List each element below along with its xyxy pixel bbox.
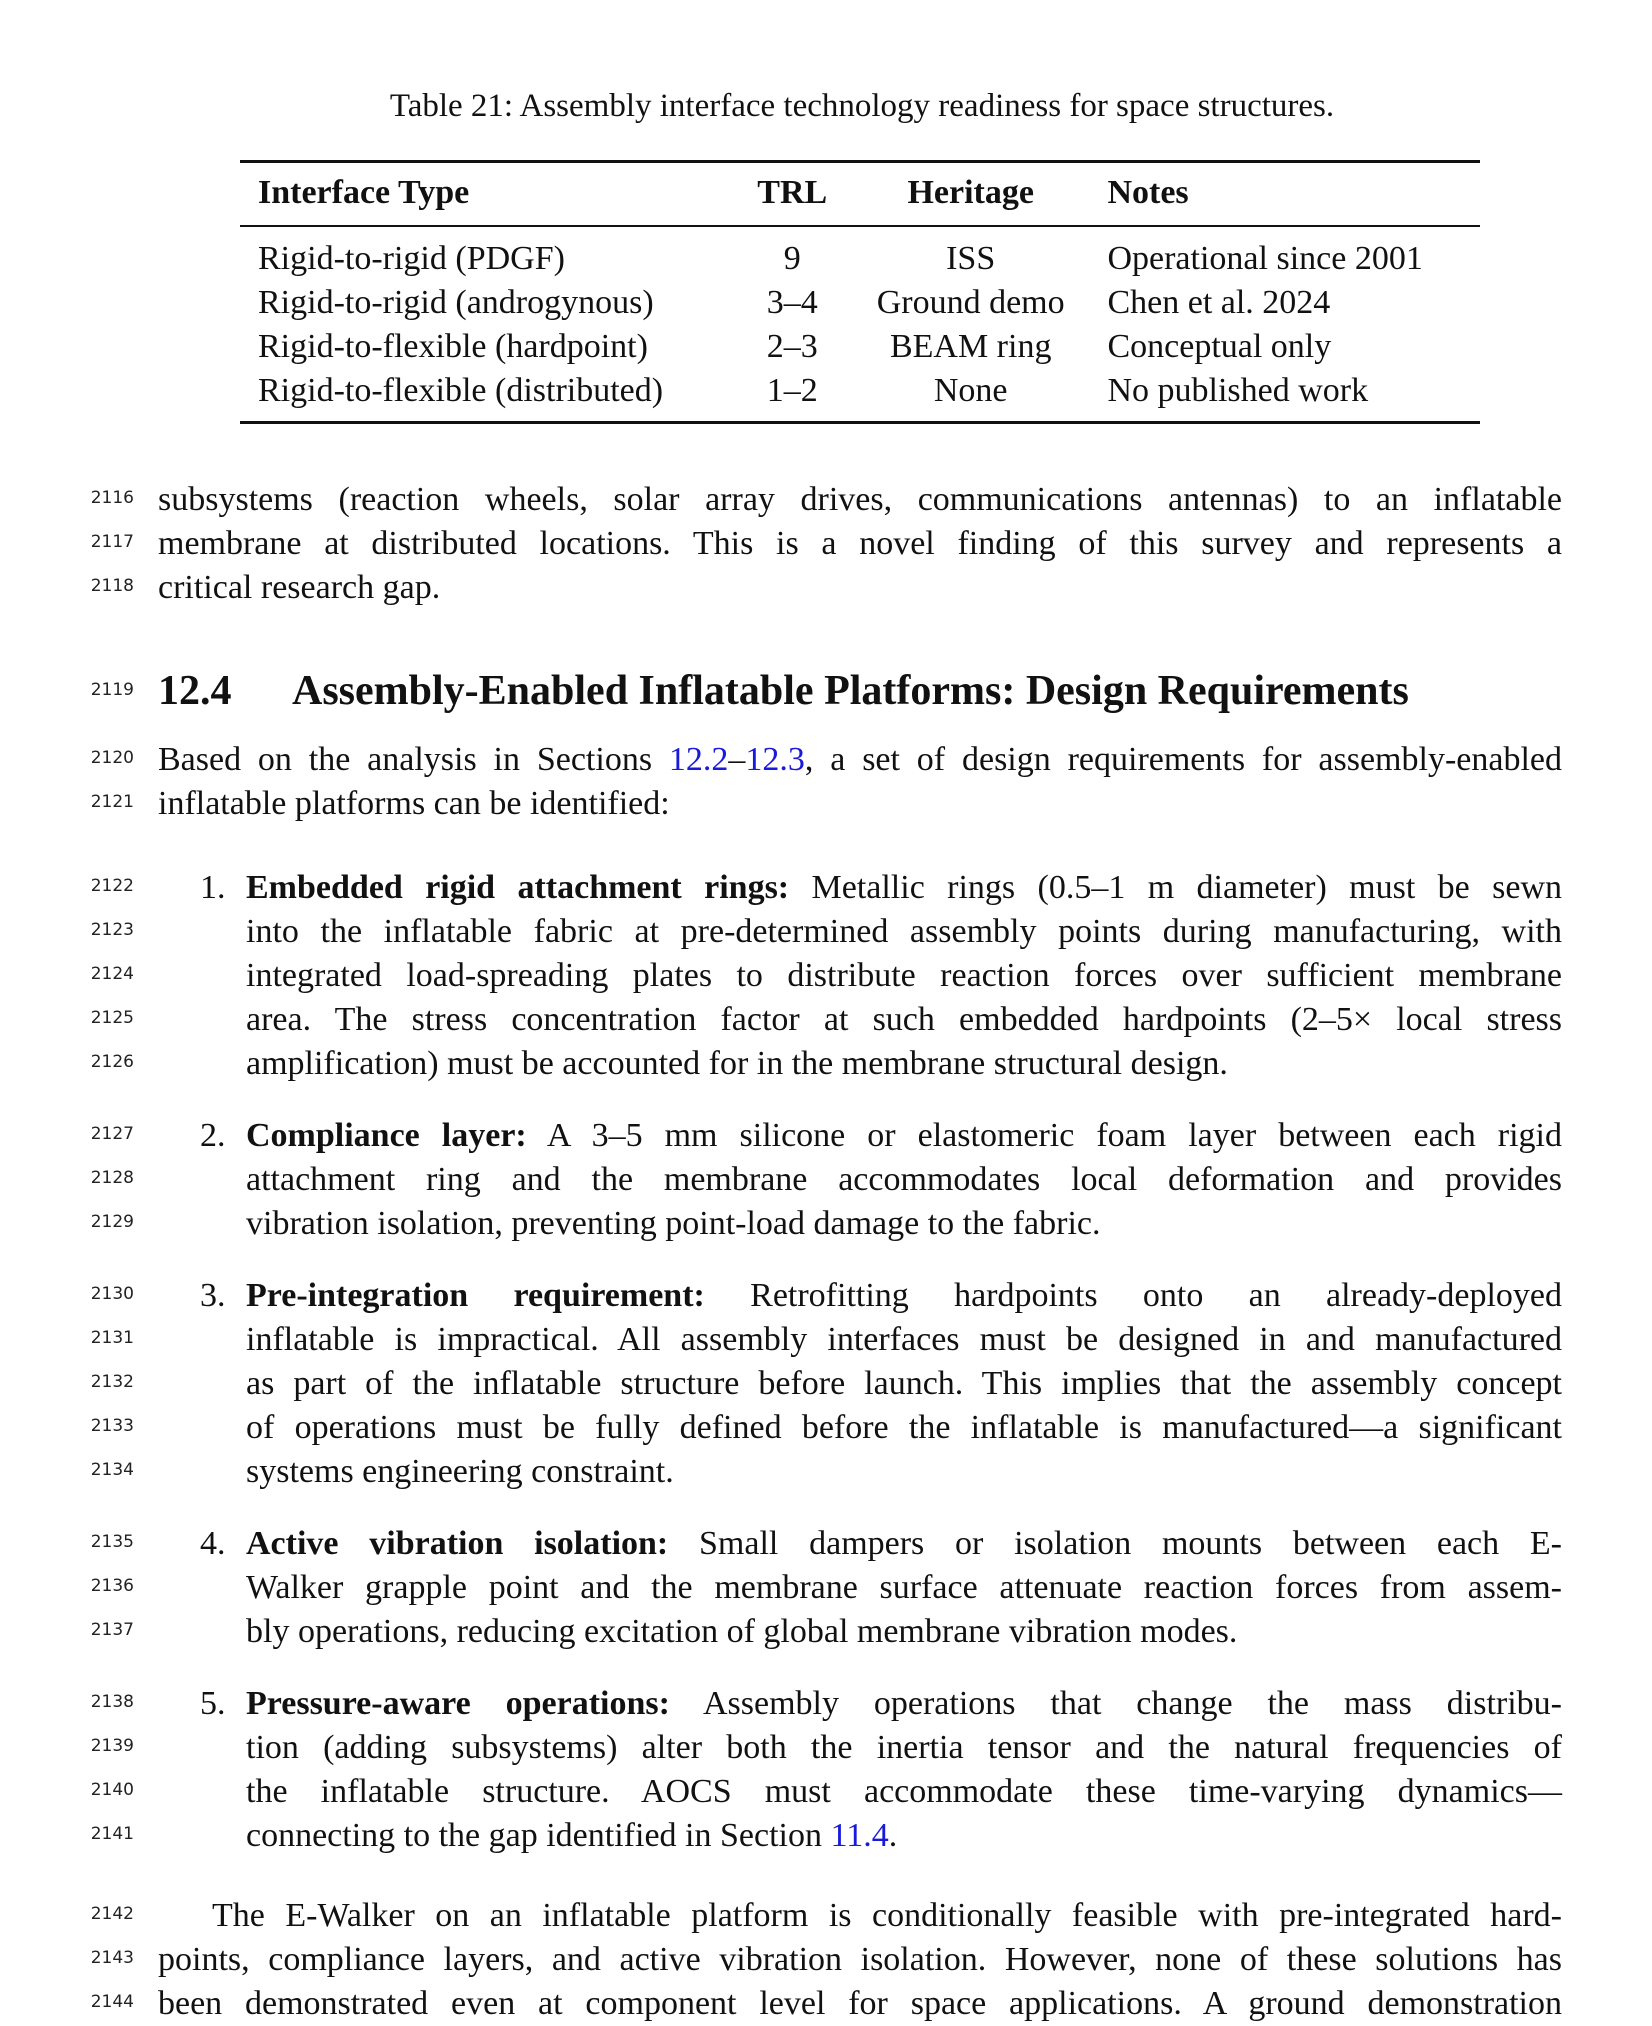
list-item-line: area. The stress concentration factor at such embedded hardpoints (2–5× local stress — [246, 1001, 1562, 1038]
list-item-title: Embedded rigid attachment rings: — [246, 869, 790, 906]
list-item-line — [246, 1682, 1562, 1726]
list-number: 1. — [200, 869, 226, 906]
cell-interface-type: Rigid-to-flexible (distributed) — [240, 369, 733, 423]
line-number: 2134 — [90, 1460, 134, 1480]
line-number: 2130 — [90, 1284, 134, 1304]
header-notes: Notes — [1089, 162, 1480, 227]
list-item-line: tion (adding subsystems) alter both the inertia tensor and the natural frequencies of — [246, 1729, 1562, 1766]
section-link-12-3[interactable]: 12.3 — [745, 741, 805, 778]
section-link-11-4[interactable]: 11.4 — [830, 1817, 889, 1854]
line-number: 2118 — [90, 576, 134, 596]
line-number: 2123 — [90, 920, 134, 940]
list-item-line: inflatable is impractical. All assembly interfaces must be designed in and manufactured — [246, 1321, 1562, 1358]
list-item-line: vibration isolation, preventing point-load damage to the fabric. — [246, 1205, 1101, 1242]
line-number: 2117 — [90, 532, 134, 552]
intro-dash: – — [728, 741, 746, 778]
intro-text: Based on the analysis in Sections — [158, 741, 669, 778]
line-number: 2119 — [90, 680, 134, 700]
cell-heritage: ISS — [946, 240, 996, 277]
line-number: 2131 — [90, 1328, 134, 1348]
cell-notes: Conceptual only — [1107, 328, 1332, 365]
line-number: 2126 — [90, 1052, 134, 1072]
list-item-text: . — [888, 1817, 898, 1854]
list-item-line: into the inflatable fabric at pre-determined assembly points during manufacturing, with — [246, 913, 1562, 950]
section-title: Assembly-Enabled Inflatable Platforms: Design Requirements — [292, 668, 1409, 714]
table-header-row — [240, 162, 1480, 227]
line-number: 2129 — [90, 1212, 134, 1232]
cell-heritage: BEAM ring — [889, 328, 1052, 365]
list-item-text: A 3–5 mm silicone or elastomeric foam layer between each rigid — [526, 1117, 1563, 1154]
header-heritage: Heritage — [844, 162, 1090, 227]
cell-interface-type: Rigid-to-flexible (hardpoint) — [258, 328, 648, 365]
list-item-line: bly operations, reducing excitation of global membrane vibration modes. — [246, 1613, 1238, 1650]
list-item-line — [246, 1274, 1562, 1318]
cell-notes: Chen et al. 2024 — [1107, 284, 1331, 321]
list-item-text: Assembly operations that change the mass distribu- — [669, 1685, 1563, 1722]
list-item-title: Pre-integration requirement: — [246, 1277, 705, 1314]
list-item-title: Pressure-aware operations: — [246, 1685, 670, 1722]
list-item-title: Active vibration isolation: — [246, 1525, 669, 1562]
line-number: 2135 — [90, 1532, 134, 1552]
table-row — [240, 226, 1480, 281]
list-item-line: Walker grapple point and the membrane surface attenuate reaction forces from assem- — [246, 1569, 1562, 1606]
line-number: 2125 — [90, 1008, 134, 1028]
line-number: 2137 — [90, 1620, 134, 1640]
list-item-line: of operations must be fully defined before the inflatable is manufactured—a significant — [246, 1409, 1562, 1446]
list-item-text: connecting to the gap identified in Section — [246, 1817, 831, 1854]
line-number: 2136 — [90, 1576, 134, 1596]
body-line: points, compliance layers, and active vibration isolation. However, none of these solutions has — [158, 1941, 1562, 1978]
list-item-line — [246, 1114, 1562, 1158]
cell-trl: 2–3 — [766, 328, 818, 365]
table-row — [240, 369, 1480, 423]
line-number: 2139 — [90, 1736, 134, 1756]
body-line: subsystems (reaction wheels, solar array drives, communications antennas) to an inflatable — [158, 481, 1562, 518]
list-item-line: amplification) must be accounted for in the membrane structural design. — [246, 1045, 1228, 1082]
cell-heritage: None — [844, 369, 1090, 423]
body-line: been demonstrated even at component level for space applications. A ground demonstration — [158, 1985, 1562, 2022]
line-number: 2124 — [90, 964, 134, 984]
section-link-12-2[interactable]: 12.2 — [668, 741, 729, 778]
section-heading — [158, 666, 1562, 716]
list-item-text: Metallic rings (0.5–1 m diameter) must be sewn — [789, 869, 1563, 906]
line-number: 2116 — [90, 488, 134, 508]
cell-heritage: Ground demo — [876, 284, 1065, 321]
cell-interface-type: Rigid-to-rigid (androgynous) — [258, 284, 654, 321]
list-item-line: the inflatable structure. AOCS must accommodate these time-varying dynamics— — [246, 1773, 1562, 1810]
list-item-line — [246, 1522, 1562, 1566]
trl-table — [240, 160, 1480, 424]
list-item-title: Compliance layer: — [246, 1117, 527, 1154]
body-line: inflatable platforms can be identified: — [158, 785, 670, 822]
body-line: The E-Walker on an inflatable platform is conditionally feasible with pre-integrated hard- — [212, 1897, 1562, 1934]
list-item-line: as part of the inflatable structure before launch. This implies that the assembly concept — [246, 1365, 1562, 1402]
line-number: 2128 — [90, 1168, 134, 1188]
body-line: membrane at distributed locations. This is a novel finding of this survey and represents a — [158, 525, 1562, 562]
line-number: 2143 — [90, 1948, 134, 1968]
cell-trl: 9 — [783, 240, 801, 277]
line-number: 2140 — [90, 1780, 134, 1800]
list-number: 2. — [200, 1117, 226, 1154]
list-item-line: systems engineering constraint. — [246, 1453, 674, 1490]
line-number: 2120 — [90, 748, 134, 768]
body-line — [158, 738, 1562, 782]
cell-notes: No published work — [1089, 369, 1480, 423]
list-item-text: Small dampers or isolation mounts between each E- — [668, 1525, 1562, 1562]
list-number: 5. — [200, 1685, 226, 1722]
header-interface-type: Interface Type — [240, 162, 733, 227]
list-item-text: Retrofitting hardpoints onto an already-deployed — [704, 1277, 1563, 1314]
line-number: 2121 — [90, 792, 134, 812]
line-number: 2142 — [90, 1904, 134, 1924]
line-number: 2122 — [90, 876, 134, 896]
list-number: 3. — [200, 1277, 226, 1314]
cell-trl: 3–4 — [766, 284, 818, 321]
list-number: 4. — [200, 1525, 226, 1562]
list-item-line — [246, 866, 1562, 910]
cell-notes: Operational since 2001 — [1107, 240, 1423, 277]
body-line: critical research gap. — [158, 569, 441, 606]
table-caption: Table 21: Assembly interface technology readiness for space structures. — [389, 88, 1335, 124]
line-number: 2127 — [90, 1124, 134, 1144]
list-item-line: attachment ring and the membrane accommodates local deformation and provides — [246, 1161, 1562, 1198]
line-number: 2133 — [90, 1416, 134, 1436]
cell-trl: 1–2 — [733, 369, 844, 423]
header-trl: TRL — [733, 162, 844, 227]
line-number: 2141 — [90, 1824, 134, 1844]
line-number: 2138 — [90, 1692, 134, 1712]
table-row — [240, 325, 1480, 369]
table-row — [240, 281, 1480, 325]
line-number: 2144 — [90, 1992, 134, 2012]
list-item-line: integrated load-spreading plates to distribute reaction forces over sufficient membrane — [246, 957, 1562, 994]
cell-interface-type: Rigid-to-rigid (PDGF) — [258, 240, 565, 277]
intro-text: , a set of design requirements for assembly-enabled — [804, 741, 1562, 778]
section-number: 12.4 — [158, 668, 232, 714]
line-number: 2132 — [90, 1372, 134, 1392]
list-item-line — [246, 1814, 1562, 1858]
